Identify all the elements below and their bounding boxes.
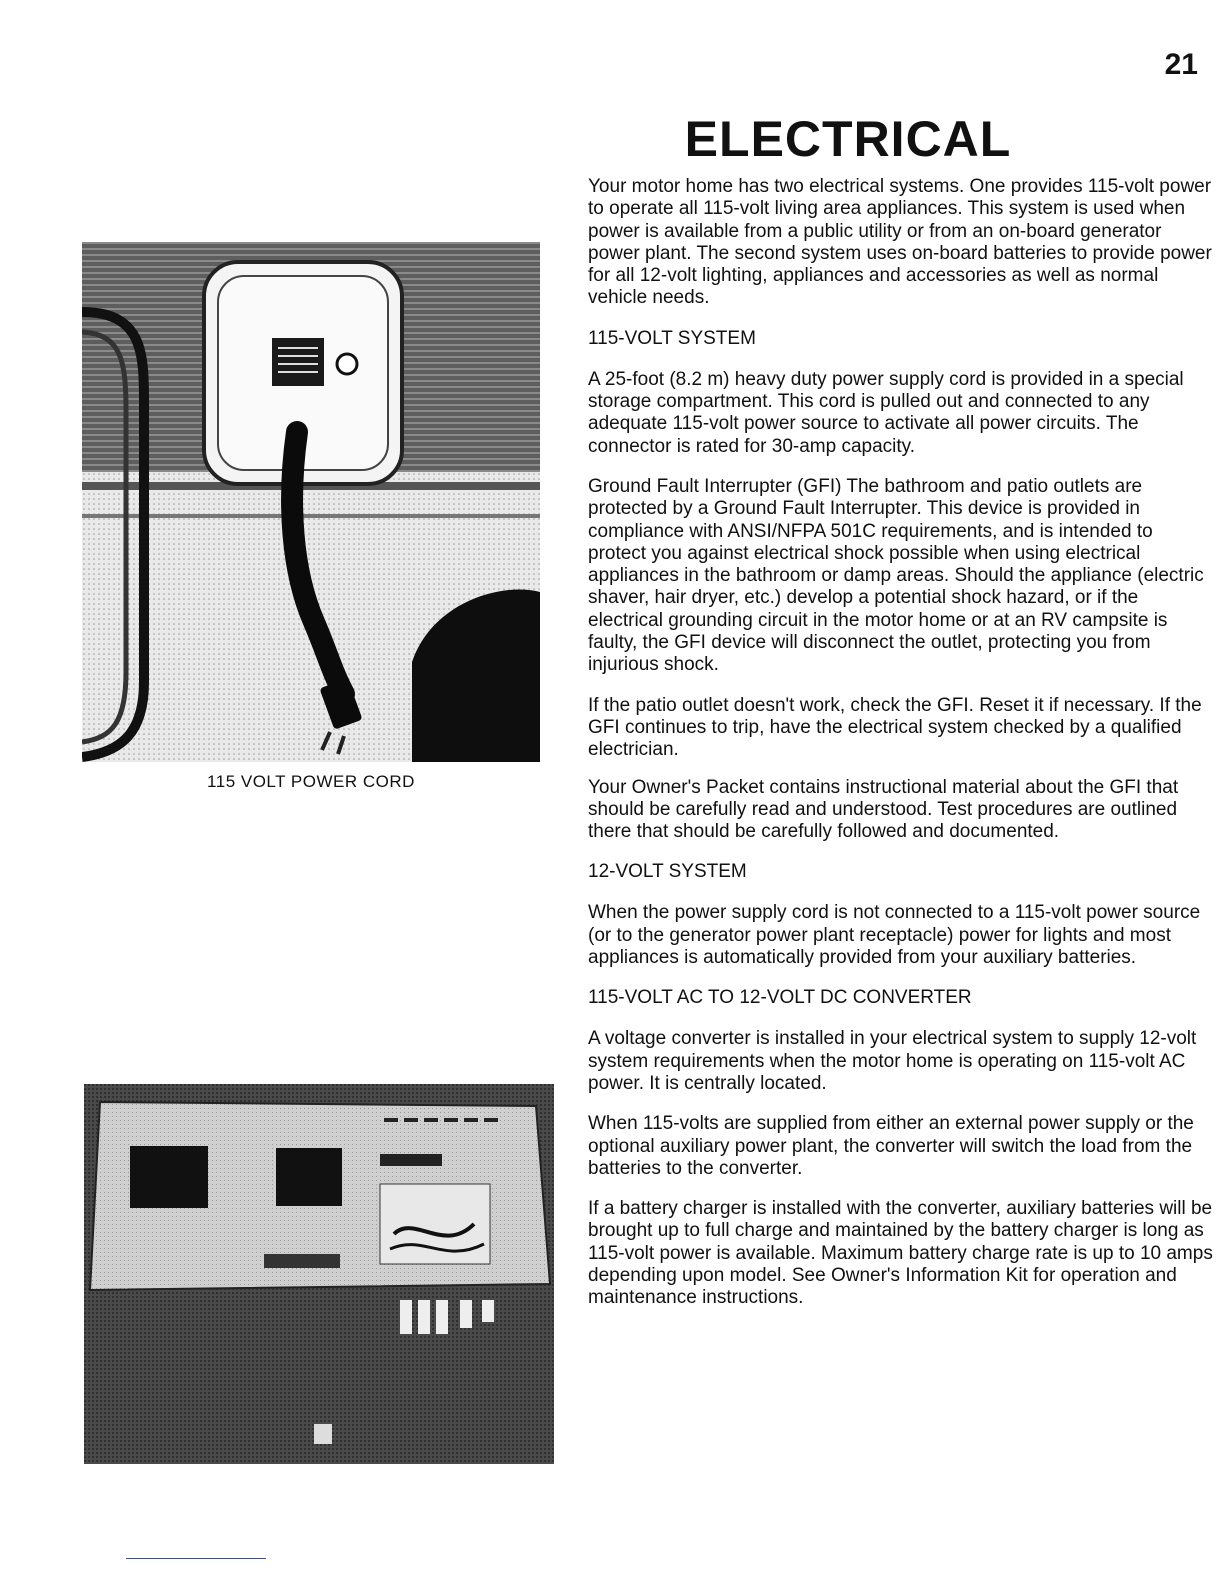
- owners-packet-paragraph: Your Owner's Packet contains instructional material about the GFI that should be carefully read and understood. Test procedures are outlined there that should be carefully followed and documented.: [588, 776, 1179, 843]
- power-cord-photo: [82, 242, 540, 762]
- converter-switch-paragraph: When 115-volts are supplied from either an external power supply or the optional auxiliary power plant, the converter will switch the load from the batteries to the converter.: [588, 1113, 1194, 1179]
- power-cord-paragraph: A 25-foot (8.2 m) heavy duty power supply cord is provided in a special storage compartment. This cord is pulled out and connected to any adequate 115-volt power source to activate all power circuits. The connector is rated for 30-amp capacity.: [588, 368, 1184, 457]
- heading-12-volt-system: 12-VOLT SYSTEM: [588, 861, 747, 883]
- footer-rule: [126, 1558, 266, 1559]
- patio-outlet-paragraph: If the patio outlet doesn't work, check the GFI. Reset it if necessary. If the GFI continues to trip, have the electrical system checked by a qualified electrician.: [588, 694, 1202, 761]
- page-title: ELECTRICAL: [684, 111, 1012, 167]
- converter-panel-photo: [84, 1084, 554, 1464]
- gfi-paragraph: Ground Fault Interrupter (GFI) The bathroom and patio outlets are protected by a Ground Fault Interrupter. This device is provided in compliance with ANSI/NFPA 501C requirements, and is intended to protect you against electrical shock possible when using electrical appliances in the bathroom or damp areas. Should the appliance (electric shaver, hair dryer, etc.) develop a potential shock hazard, or if the electrical grounding circuit in the motor home or at an RV campsite is faulty, the GFI device will disconnect the outlet, protecting you from injurious shock.: [588, 475, 1204, 676]
- page-number: 21: [1164, 48, 1198, 81]
- converter-paragraph: A voltage converter is installed in your electrical system to supply 12-volt system requirements when the motor home is operating on 115-volt AC power. It is centrally located.: [588, 1028, 1197, 1094]
- heading-converter: 115-VOLT AC TO 12-VOLT DC CONVERTER: [588, 987, 972, 1009]
- auxiliary-batteries-paragraph: When the power supply cord is not connected to a 115-volt power source (or to the generator power plant receptacle) power for lights and most appliances is automatically provided from your auxiliary batteries.: [588, 902, 1201, 969]
- battery-charger-paragraph: If a battery charger is installed with the converter, auxiliary batteries will be brought up to full charge and maintained by the battery charger is long as 115-volt power is available. Maximum battery charge rate is up to 10 amps depending upon model. See Owner's Information Kit for operation and maintenance instructions.: [588, 1198, 1213, 1309]
- heading-115-volt-system: 115-VOLT SYSTEM: [588, 327, 756, 349]
- intro-paragraph: Your motor home has two electrical systems. One provides 115-volt power to operate all 115-volt living area appliances. This system is used when power is available from a public utility or from an on-board generator power plant. The second system uses on-board batteries to provide power for all 12-volt lighting, appliances and accessories as well as normal vehicle needs.: [588, 176, 1212, 309]
- photo-caption: 115 VOLT POWER CORD: [207, 772, 415, 791]
- body-text-column: [588, 176, 1216, 1328]
